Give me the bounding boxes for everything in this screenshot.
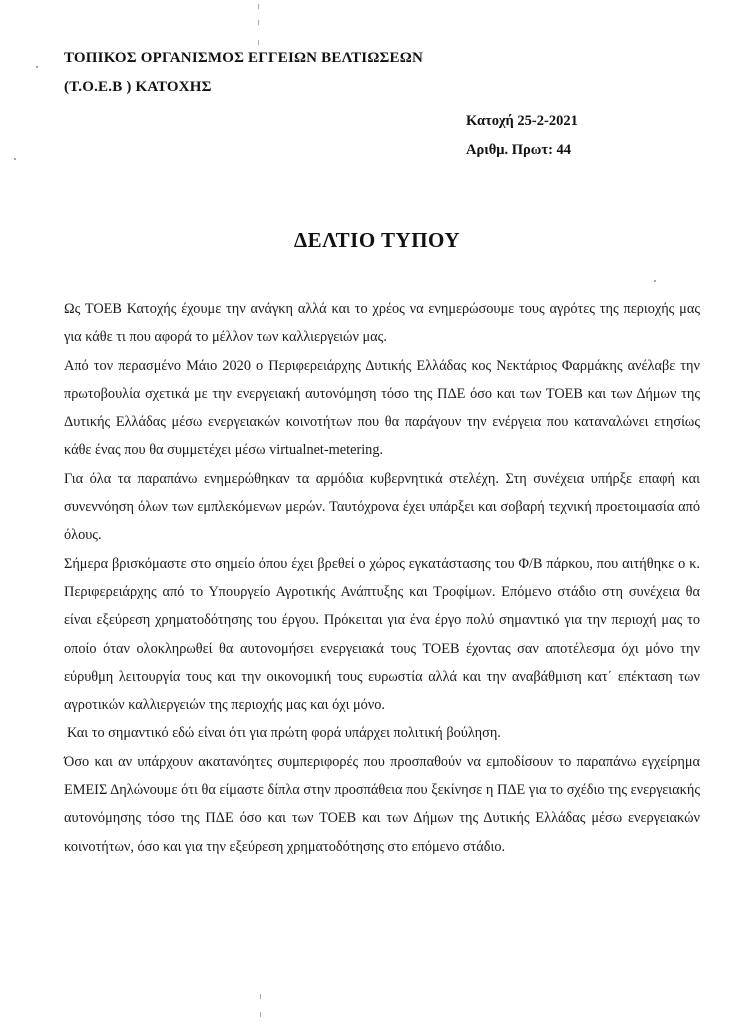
paragraph-current-status: Σήμερα βρισκόμαστε στο σημείο όπου έχει βρεθεί ο χώρος εγκατάστασης του Φ/Β πάρκου, που αιτήθηκε ο κ. Περιφερειάρχης από το Υπουργείο Αγροτικής Ανάπτυξης και Τροφίμων. Επόμενο στάδιο στη συνέχεια θα είναι εξεύρεση χρηματοδότησης του έργου. Πρόκειται για ένα έργο πολύ σημαντικό για την περιοχή μας το οποίο όταν ολοκληρωθεί θα αυτονομήσει ενεργειακά τους ΤΟΕΒ έχοντας σαν αποτέλεσμα όχι μόνο την εύρυθμη λειτουργία τους και την οικονομική τους ευρωστία αλλά και την αναβάθμιση κατ΄ επέκταση των αγροτικών καλλιεργειών της περιοχής μας και όχι μόνο. [64, 555, 700, 714]
scan-speck [258, 20, 259, 25]
organization-name: ΤΟΠΙΚΟΣ ΟΡΓΑΝΙΣΜΟΣ ΕΓΓΕΙΩΝ ΒΕΛΤΙΩΣΕΩΝ [64, 50, 423, 66]
scan-speck [260, 994, 261, 999]
scan-speck [654, 280, 656, 282]
paragraph-political-will: Και το σημαντικό εδώ είναι ότι για πρώτη φορά υπάρχει πολιτική βούληση. [67, 725, 501, 742]
scan-speck [260, 1012, 261, 1017]
document-title: ΔΕΛΤΙΟ ΤΥΠΟΥ [293, 228, 461, 252]
protocol-number: Αριθμ. Πρωτ: 44 [466, 142, 572, 158]
scan-speck [258, 4, 259, 9]
paragraph-declaration: Όσο και αν υπάρχουν ακατανόητες συμπεριφορές που προσπαθούν να εμποδίσουν το παραπάνω εγχείρημα ΕΜΕΙΣ Δηλώνουμε ότι θα είμαστε δίπλα στην προσπάθεια που ξεκίνησε η ΠΔΕ για το σχέδιο της ενεργειακής αυτονόμησης τόσο της ΠΔΕ όσο και των ΤΟΕΒ και των Δήμων της Δυτικής Ελλάδας μέσω ενεργειακών κοινοτήτων, όσο και για την εξεύρεση χρηματοδότησης στο επόμενο στάδιο. [64, 753, 700, 855]
scan-speck [36, 66, 38, 68]
scan-speck [258, 40, 259, 45]
paragraph-intro: Ως ΤΟΕΒ Κατοχής έχουμε την ανάγκη αλλά και το χρέος να ενημερώσουμε τους αγρότες της περιοχής μας για κάθε τι που αφορά το μέλλον των καλλιεργειών μας. [64, 301, 700, 346]
scan-speck [14, 158, 16, 160]
document-body [64, 295, 700, 861]
organization-subtitle: (Τ.Ο.Ε.Β ) ΚΑΤΟΧΗΣ [64, 79, 212, 95]
paragraph-initiative: Από τον περασμένο Μάιο 2020 ο Περιφερειάρχης Δυτικής Ελλάδας κος Νεκτάριος Φαρμάκης ανέλαβε την πρωτοβουλία σχετικά με την ενεργειακή αυτονόμηση τόσο της ΠΔΕ όσο και των ΤΟΕΒ και των Δήμων της Δυτικής Ελλάδας μέσω ενεργειακών κοινοτήτων που θα παράγουν την ενέργεια που καταναλώνει ετησίως κάθε ένας που θα συμμετέχει μέσω virtualnet-metering. [64, 357, 700, 459]
document-date: Κατοχή 25-2-2021 [466, 113, 578, 129]
paragraph-briefing: Για όλα τα παραπάνω ενημερώθηκαν τα αρμόδια κυβερνητικά στελέχη. Στη συνέχεια υπήρξε επαφή και συνεννόηση όλων των εμπλεκόμενων μερών. Ταυτόχρονα έχει υπάρξει και σοβαρή τεχνική προετοιμασία από όλους. [64, 470, 700, 544]
